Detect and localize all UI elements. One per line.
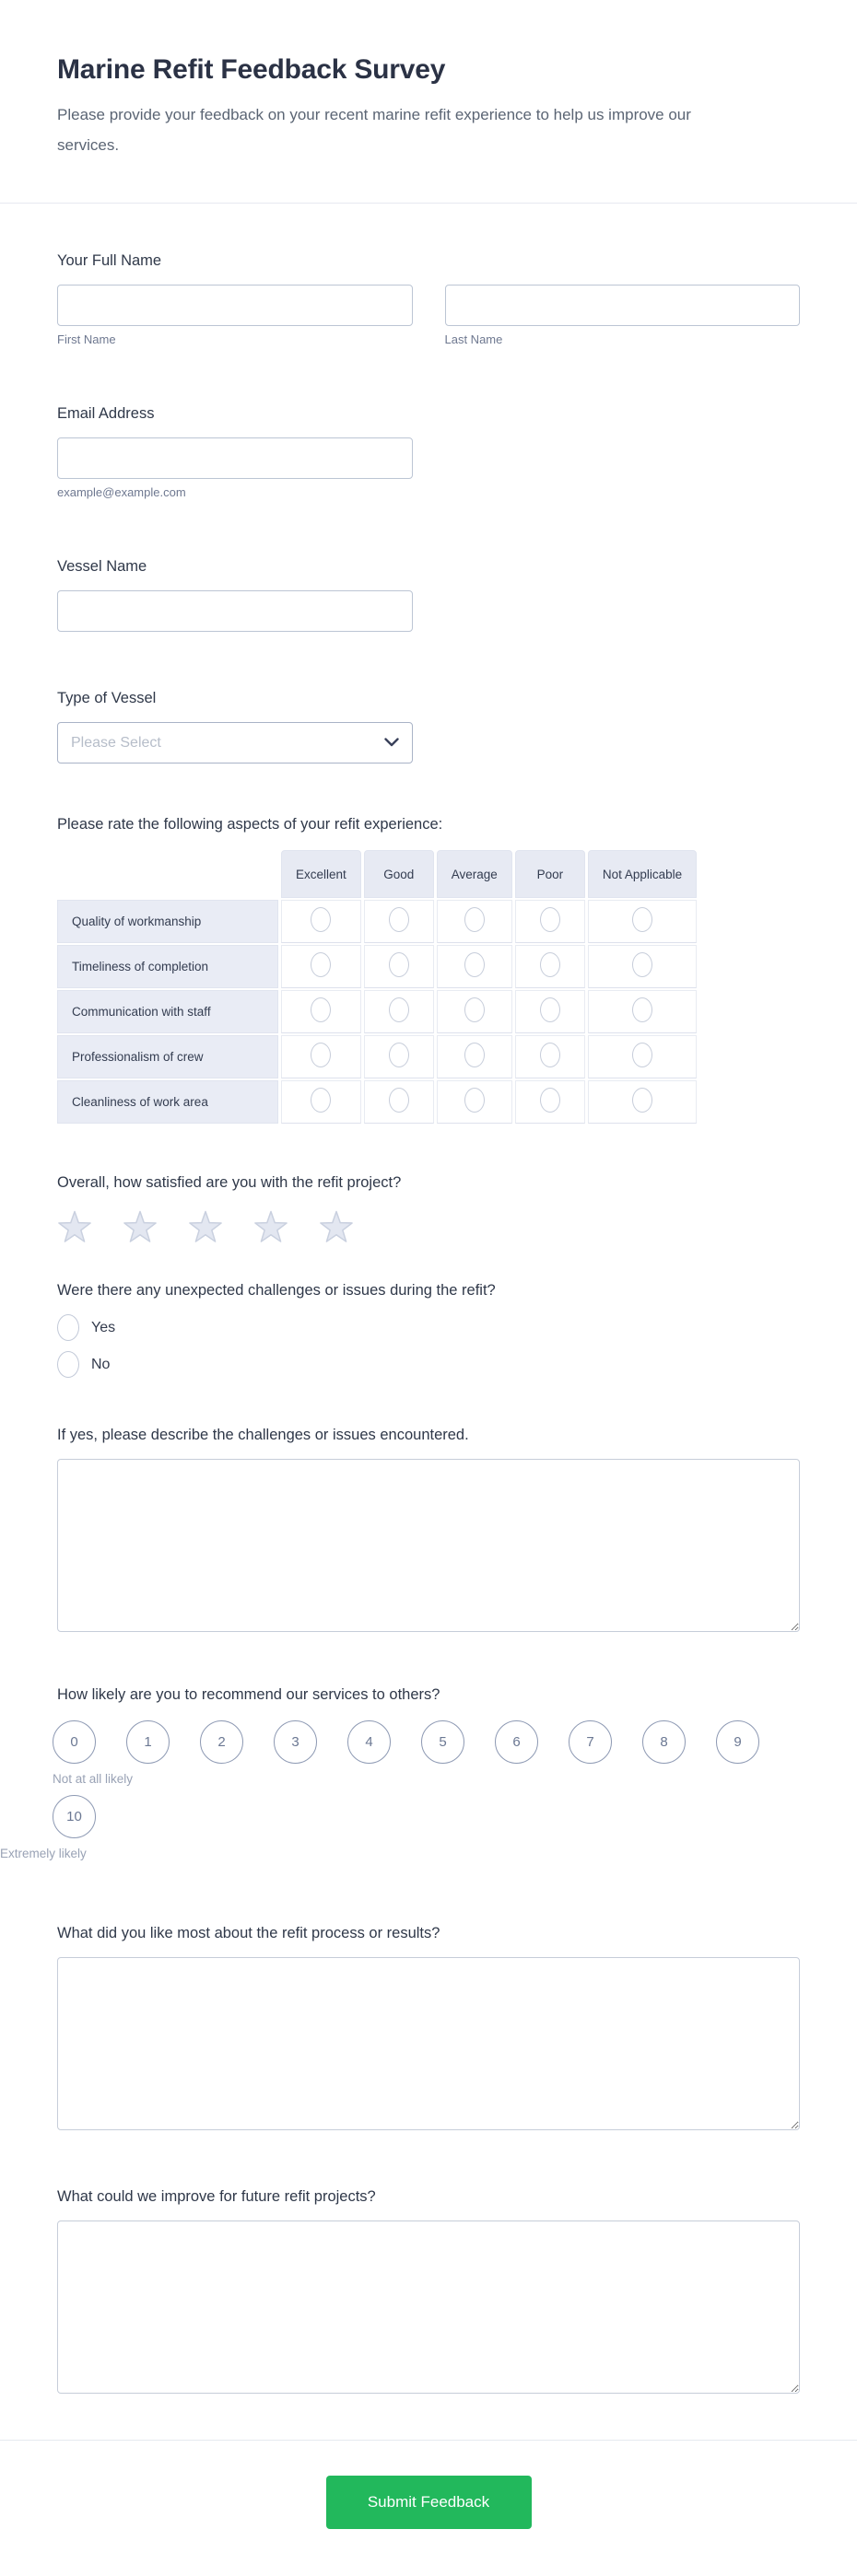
challenges-text-question: If yes, please describe the challenges or issues encountered. [57,1427,469,1443]
table-radio-button[interactable] [632,1043,652,1067]
rating-cell [364,1080,434,1124]
vessel-type-label: Type of Vessel [57,690,157,706]
radio-button-icon[interactable] [57,1314,79,1341]
rating-column-header: Average [437,850,512,898]
rating-table-head-row [57,850,697,898]
nps-circle-2[interactable]: 2 [200,1720,243,1764]
table-radio-button[interactable] [389,952,409,977]
question-full-name [57,251,800,347]
last-name-field[interactable] [445,285,801,326]
liked-most-question: What did you like most about the refit process or results? [57,1925,440,1941]
first-name-sublabel: First Name [57,332,116,346]
question-rating-table [57,815,800,1125]
rating-cell [588,1035,697,1078]
challenges-radio-options [57,1314,800,1378]
challenges-radio-option[interactable] [57,1351,800,1378]
table-radio-button[interactable] [311,1088,331,1113]
rating-table-row [57,990,697,1033]
table-radio-button[interactable] [389,997,409,1022]
rating-cell [281,945,361,988]
nps-circle-5[interactable]: 5 [421,1720,464,1764]
nps-circle-7[interactable]: 7 [569,1720,612,1764]
nps-min-label: Not at all likely [53,1772,134,1786]
table-radio-button[interactable] [540,952,560,977]
table-radio-button[interactable] [540,997,560,1022]
rating-table [54,848,699,1125]
table-radio-button[interactable] [389,907,409,932]
header-divider [0,203,857,204]
table-radio-button[interactable] [540,1043,560,1067]
question-email [57,404,800,500]
radio-option-label: Yes [91,1319,116,1335]
rating-cell [515,1080,585,1124]
rating-cell [364,945,434,988]
first-name-field[interactable] [57,285,413,326]
nps-scale [0,1720,800,1861]
table-radio-button[interactable] [464,907,485,932]
email-field[interactable] [57,437,413,479]
nps-circle-4[interactable]: 4 [347,1720,391,1764]
full-name-row [57,285,800,347]
rating-table-row [57,945,697,988]
rating-cell [588,945,697,988]
nps-circle-6[interactable]: 6 [495,1720,538,1764]
table-radio-button[interactable] [311,997,331,1022]
rating-row-label: Cleanliness of work area [57,1080,278,1124]
email-label: Email Address [57,405,155,422]
rating-cell [364,990,434,1033]
liked-most-textarea[interactable] [57,1957,800,2130]
table-radio-button[interactable] [389,1088,409,1113]
table-radio-button[interactable] [311,907,331,932]
first-name-col [57,285,413,347]
star-icon[interactable] [57,1210,92,1244]
nps-circle-8[interactable]: 8 [642,1720,686,1764]
nps-question: How likely are you to recommend our services to others? [57,1686,440,1703]
rating-cell [588,990,697,1033]
rating-column-header: Excellent [281,850,361,898]
rating-cell [437,900,512,943]
nps-circle-1[interactable]: 1 [126,1720,170,1764]
rating-row-label: Communication with staff [57,990,278,1033]
rating-cell [437,1080,512,1124]
radio-button-icon[interactable] [57,1351,79,1378]
rating-table-question: Please rate the following aspects of your refit experience: [57,816,443,833]
rating-cell [515,1035,585,1078]
rating-cell [281,900,361,943]
table-radio-button[interactable] [540,907,560,932]
nps-max-label: Extremely likely [0,1847,87,1860]
nps-row-0-9 [53,1720,800,1764]
nps-row-10 [53,1795,800,1838]
form-footer [0,2441,857,2576]
rating-row-label: Timeliness of completion [57,945,278,988]
nps-circle-3[interactable]: 3 [274,1720,317,1764]
email-sublabel: example@example.com [57,485,186,499]
table-radio-button[interactable] [464,997,485,1022]
rating-table-corner-cell [57,850,278,898]
last-name-sublabel: Last Name [444,332,503,346]
rating-cell [588,900,697,943]
challenges-radio-option[interactable] [57,1314,800,1341]
challenges-textarea[interactable] [57,1459,800,1632]
page-title: Marine Refit Feedback Survey [57,54,446,85]
question-improve [57,2187,800,2394]
star-icon[interactable] [319,1210,354,1244]
improve-question: What could we improve for future refit projects? [57,2188,376,2205]
question-vessel-name [57,557,800,632]
rating-cell [364,1035,434,1078]
challenges-radio-question: Were there any unexpected challenges or issues during the refit? [57,1282,496,1299]
nps-circle-10[interactable]: 10 [53,1795,96,1838]
last-name-col [445,285,801,347]
chevron-down-icon [384,735,399,752]
rating-column-header: Not Applicable [588,850,697,898]
rating-cell [281,1080,361,1124]
rating-table-row [57,1080,697,1124]
rating-row-label: Professionalism of crew [57,1035,278,1078]
rating-cell [515,945,585,988]
rating-table-row [57,1035,697,1078]
table-radio-button[interactable] [540,1088,560,1113]
table-radio-button[interactable] [464,1043,485,1067]
question-vessel-type [57,689,800,763]
page-subtitle: Please provide your feedback on your recent marine refit experience to help us improve our services. [57,106,691,154]
form-header [0,0,857,160]
full-name-label: Your Full Name [57,252,162,269]
rating-column-header: Good [364,850,434,898]
rating-cell [281,990,361,1033]
question-challenges-text [57,1426,800,1632]
form-main [0,251,857,2394]
rating-column-header: Poor [515,850,585,898]
rating-cell [281,1035,361,1078]
rating-table-row [57,900,697,943]
star-icon[interactable] [123,1210,158,1244]
star-rating-row [57,1210,800,1244]
vessel-type-select[interactable] [57,722,413,763]
question-star-rating [57,1173,800,1244]
rating-row-label: Quality of workmanship [57,900,278,943]
table-radio-button[interactable] [464,952,485,977]
star-icon[interactable] [253,1210,288,1244]
vessel-type-selected-value: Please Select [71,734,161,751]
table-radio-button[interactable] [632,1088,652,1113]
table-radio-button[interactable] [389,1043,409,1067]
table-radio-button[interactable] [464,1088,485,1113]
table-radio-button[interactable] [311,952,331,977]
rating-cell [364,900,434,943]
nps-circle-0[interactable]: 0 [53,1720,96,1764]
question-liked-most [57,1924,800,2130]
improve-textarea[interactable] [57,2220,800,2394]
submit-feedback-button[interactable]: Submit Feedback [326,2476,532,2529]
vessel-name-field[interactable] [57,590,413,632]
rating-table-body [57,900,697,1124]
nps-circle-9[interactable]: 9 [716,1720,759,1764]
rating-cell [515,900,585,943]
star-rating-question: Overall, how satisfied are you with the refit project? [57,1174,402,1191]
rating-cell [588,1080,697,1124]
rating-cell [515,990,585,1033]
table-radio-button[interactable] [311,1043,331,1067]
question-nps [0,1685,800,1861]
question-challenges-radio [57,1281,800,1378]
radio-option-label: No [91,1356,111,1372]
table-radio-button[interactable] [632,997,652,1022]
rating-cell [437,990,512,1033]
vessel-name-label: Vessel Name [57,558,147,575]
rating-cell [437,1035,512,1078]
table-radio-button[interactable] [632,907,652,932]
star-icon[interactable] [188,1210,223,1244]
rating-cell [437,945,512,988]
table-radio-button[interactable] [632,952,652,977]
